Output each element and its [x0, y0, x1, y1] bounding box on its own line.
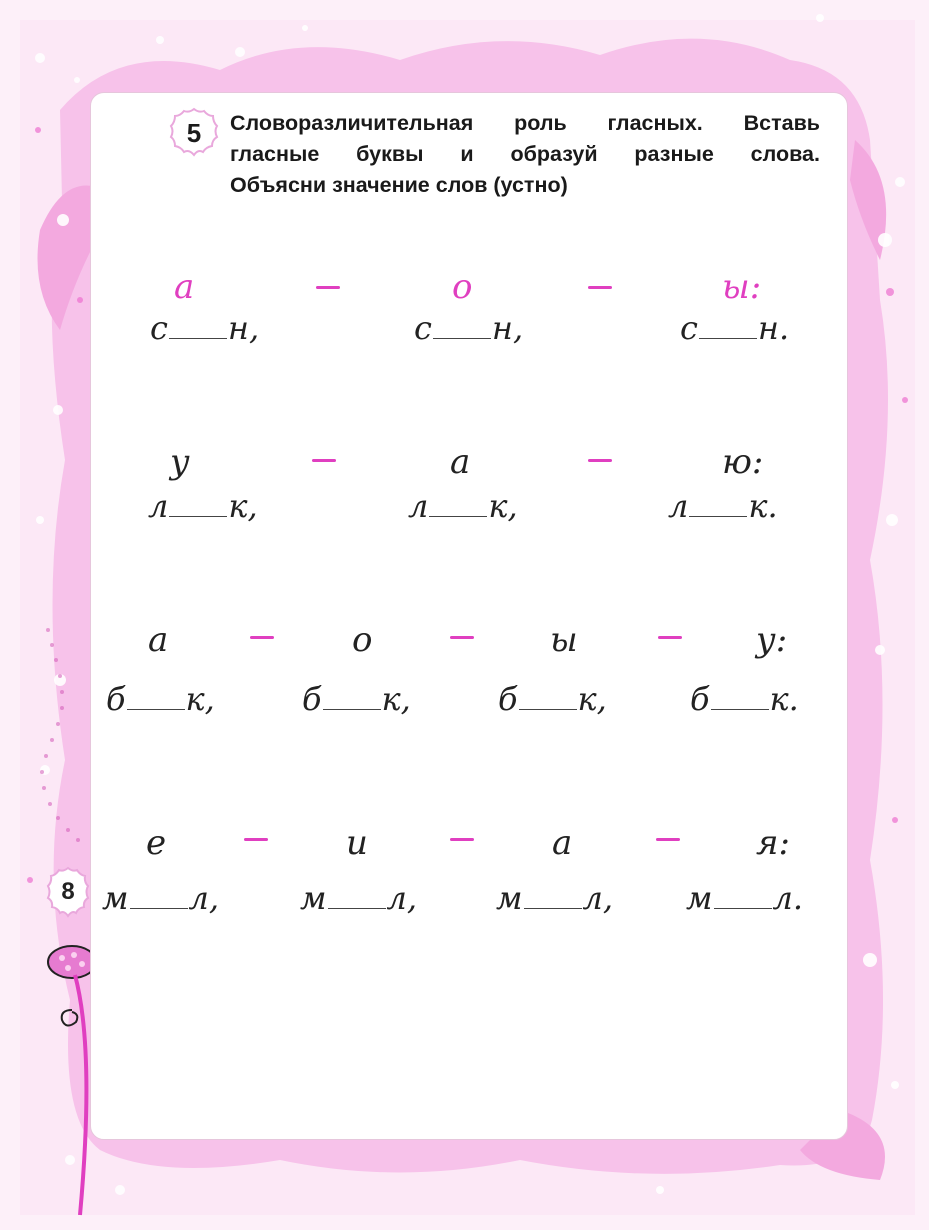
vowel-letter: а [148, 620, 169, 660]
separator-dash [658, 636, 682, 639]
letter-blank[interactable] [689, 490, 747, 517]
letter-blank[interactable] [169, 312, 227, 339]
vowel-letter: а [450, 442, 471, 482]
separator-dash [656, 838, 680, 841]
word-blank: л к. [668, 487, 778, 525]
letter-blank[interactable] [714, 882, 772, 909]
vowel-letter: ю: [722, 442, 764, 482]
separator-dash [312, 459, 336, 462]
word-blank: м л, [300, 879, 418, 917]
separator-dash [450, 636, 474, 639]
vowel-letter: а [552, 823, 573, 863]
letter-blank[interactable] [169, 490, 227, 517]
task-line: Объясни значение слов (устно) [230, 173, 568, 197]
vowel-letter: ы: [722, 267, 762, 307]
separator-dash [588, 286, 612, 289]
vowel-letter: а [174, 267, 195, 307]
letter-blank[interactable] [711, 683, 769, 710]
letter-blank[interactable] [130, 882, 188, 909]
letter-blank[interactable] [524, 882, 582, 909]
word-blank: б к. [690, 680, 799, 718]
vowel-letter: ы [550, 620, 578, 660]
letter-blank[interactable] [323, 683, 381, 710]
word-blank: л к, [408, 487, 518, 525]
separator-dash [316, 286, 340, 289]
letter-blank[interactable] [429, 490, 487, 517]
word-blank: б к, [106, 680, 215, 718]
word-blank: б к, [498, 680, 607, 718]
word-blank: м л, [102, 879, 220, 917]
letter-blank[interactable] [328, 882, 386, 909]
word-blank: с н. [680, 309, 790, 347]
word-blank: б к, [302, 680, 411, 718]
task-number: 5 [186, 118, 202, 148]
vowel-letter: е [146, 823, 167, 863]
vowel-letter: о [452, 267, 473, 307]
vowel-letter: у: [756, 620, 788, 660]
task-line: Словоразличительная роль гласных. Вставь [230, 111, 820, 135]
letter-blank[interactable] [433, 312, 491, 339]
separator-dash [450, 838, 474, 841]
task-instructions [230, 108, 820, 201]
word-blank: л к, [148, 487, 258, 525]
word-blank: с н, [150, 309, 260, 347]
letter-blank[interactable] [127, 683, 185, 710]
word-blank: м л. [686, 879, 804, 917]
page-number: 8 [61, 878, 75, 905]
vowel-letter: и [346, 823, 368, 863]
letter-blank[interactable] [699, 312, 757, 339]
letter-blank[interactable] [519, 683, 577, 710]
separator-dash [250, 636, 274, 639]
vowel-letter: о [352, 620, 373, 660]
separator-dash [244, 838, 268, 841]
worksheet-card [90, 92, 848, 1140]
task-line: гласные буквы и образуй разные слова. [230, 142, 820, 166]
word-blank: с н, [414, 309, 524, 347]
vowel-letter: я: [756, 823, 790, 863]
vowel-letter: у [170, 442, 190, 482]
word-blank: м л, [496, 879, 614, 917]
separator-dash [588, 459, 612, 462]
